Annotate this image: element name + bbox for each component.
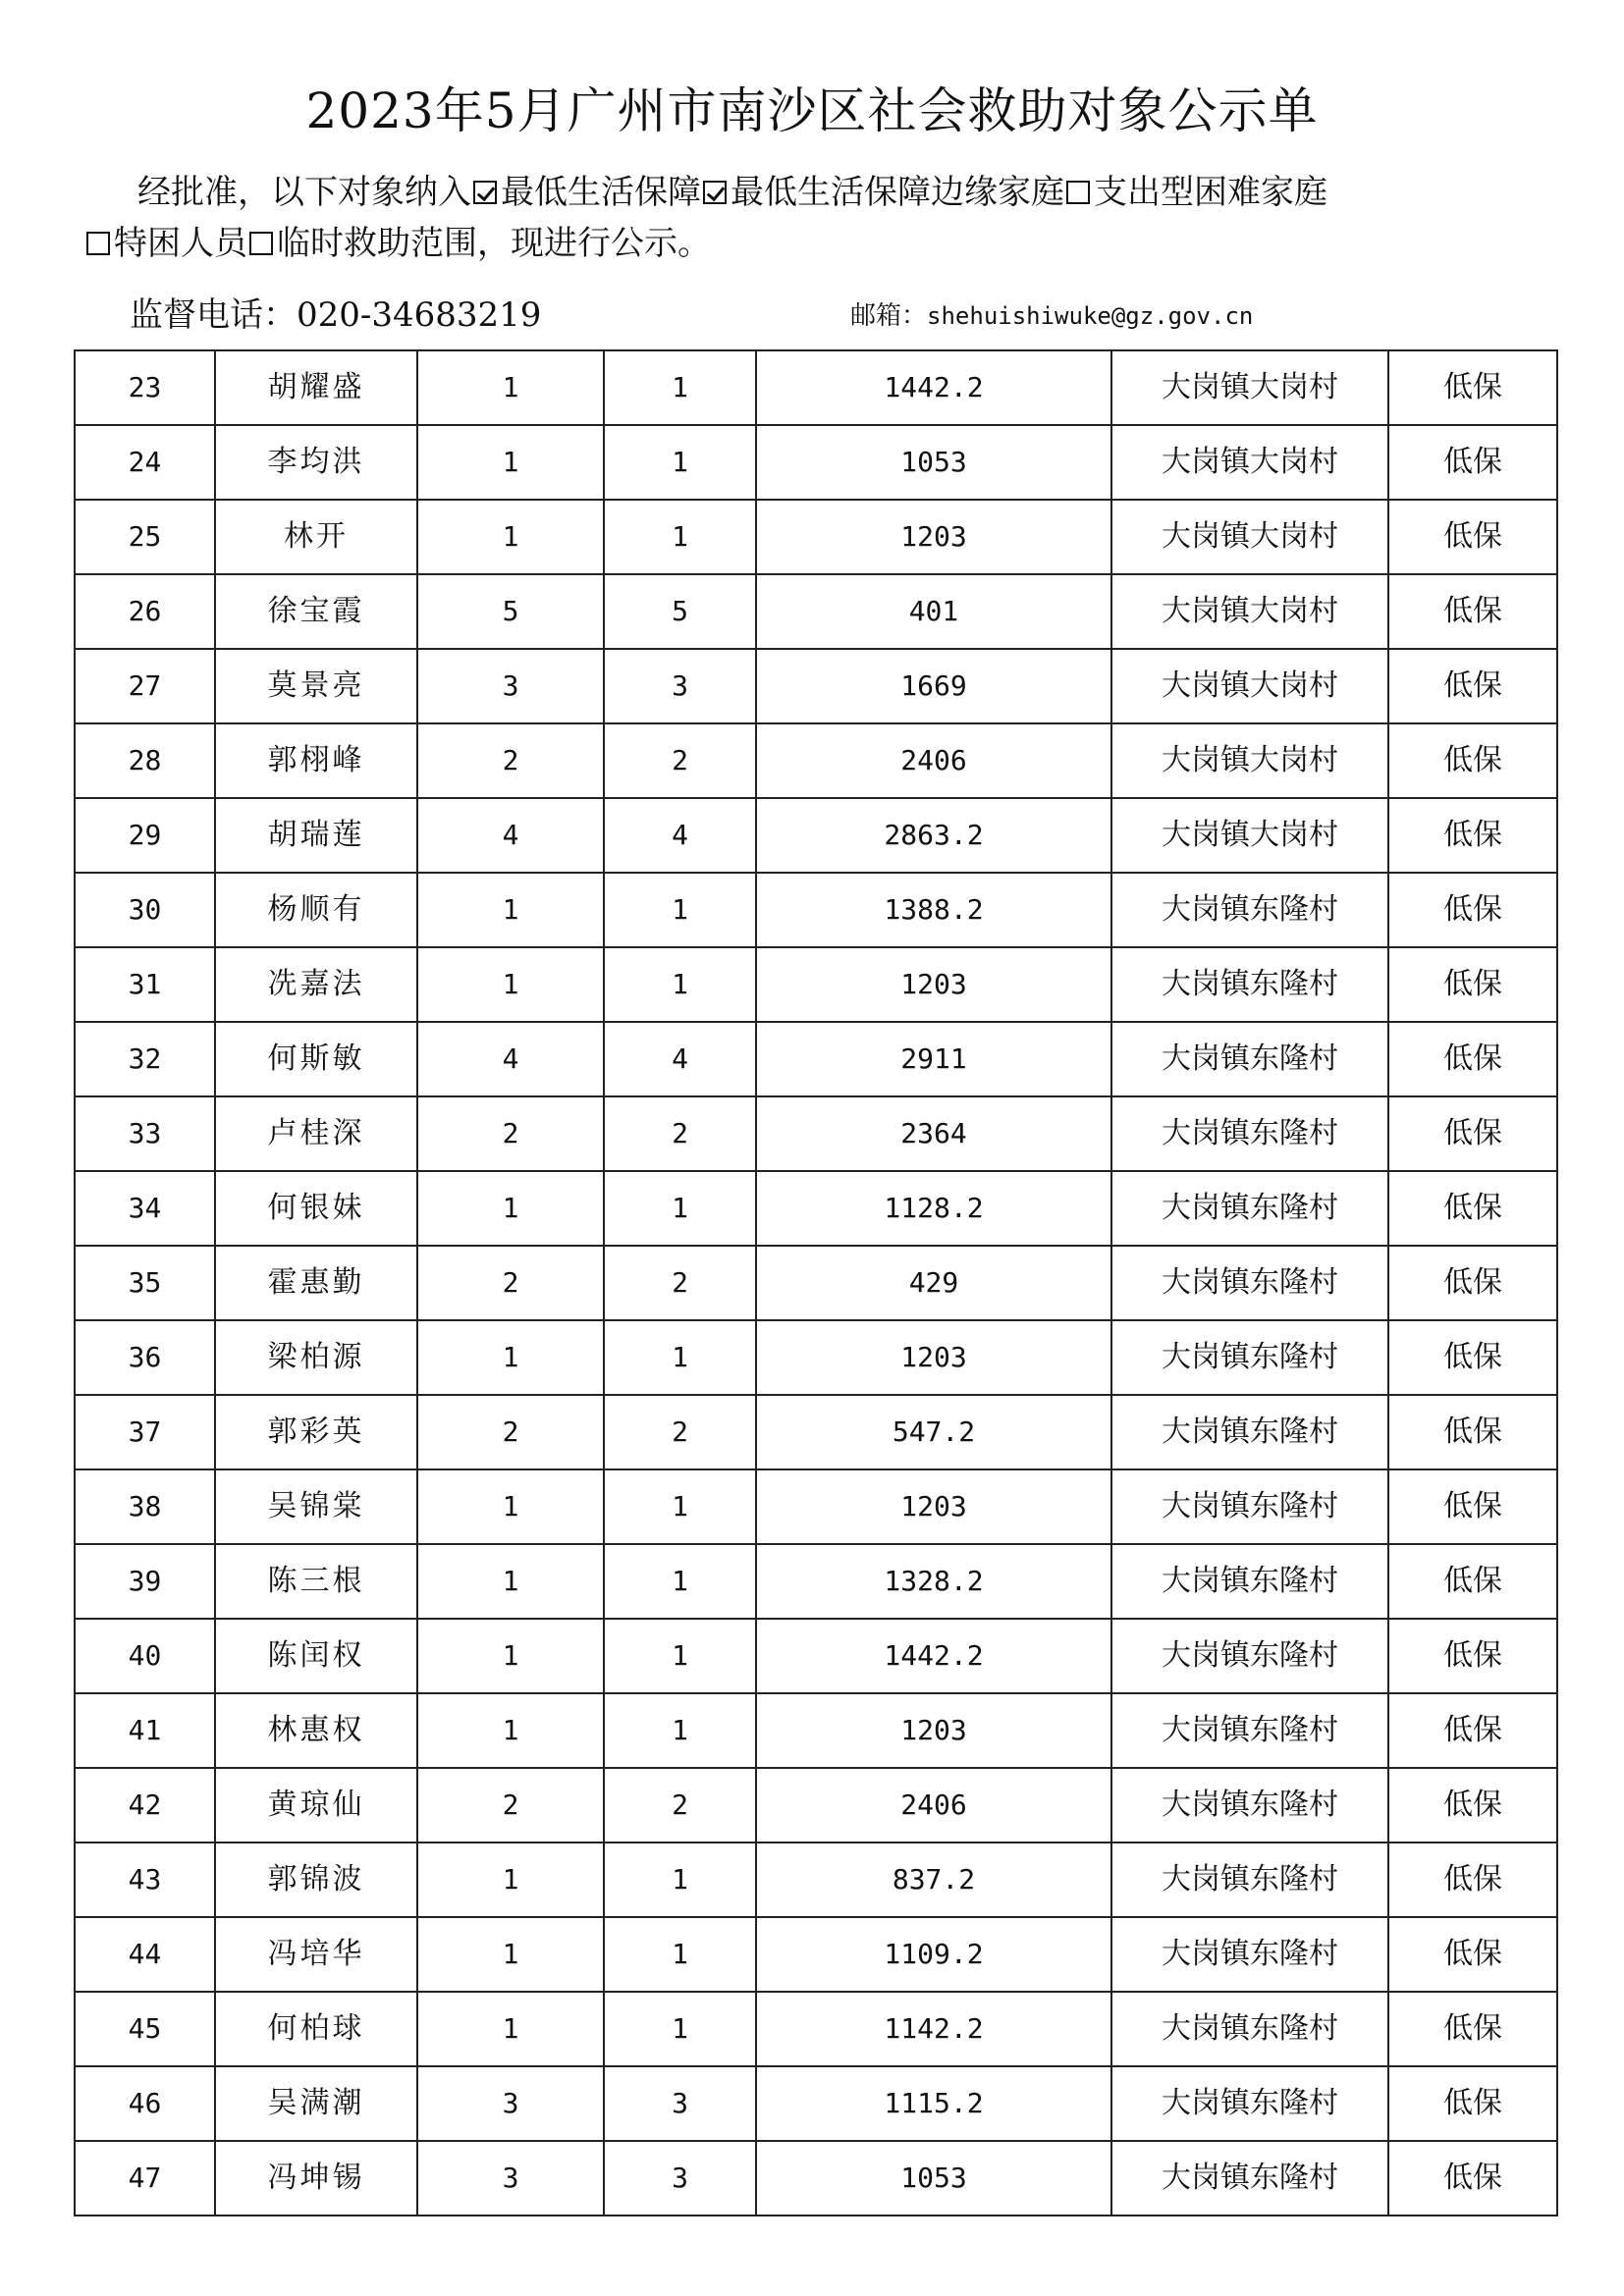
cell-no: 37	[75, 1395, 215, 1469]
cell-type: 低保	[1388, 1246, 1557, 1320]
cell-count-a: 2	[417, 723, 604, 798]
cell-no: 28	[75, 723, 215, 798]
cell-count-b: 4	[604, 1022, 756, 1096]
cell-type: 低保	[1388, 947, 1557, 1022]
cell-amount: 1128.2	[756, 1171, 1111, 1246]
table-row	[75, 1246, 1557, 1320]
cell-count-b: 3	[604, 2141, 756, 2216]
table-row	[75, 1544, 1557, 1619]
cell-count-a: 1	[417, 500, 604, 574]
cell-address: 大岗镇大岗村	[1111, 574, 1388, 649]
cell-type: 低保	[1388, 1395, 1557, 1469]
cell-amount: 1142.2	[756, 1992, 1111, 2066]
cell-count-a: 4	[417, 798, 604, 873]
cell-count-a: 4	[417, 1022, 604, 1096]
cell-no: 24	[75, 425, 215, 500]
cell-count-a: 1	[417, 873, 604, 947]
cell-no: 46	[75, 2066, 215, 2141]
cell-amount: 2406	[756, 723, 1111, 798]
cell-no: 33	[75, 1096, 215, 1171]
table-row	[75, 649, 1557, 723]
cell-no: 27	[75, 649, 215, 723]
cell-type: 低保	[1388, 2141, 1557, 2216]
cell-type: 低保	[1388, 425, 1557, 500]
cell-amount: 1669	[756, 649, 1111, 723]
cell-count-b: 1	[604, 1619, 756, 1693]
table-row	[75, 574, 1557, 649]
cell-count-a: 1	[417, 1469, 604, 1544]
table-row	[75, 723, 1557, 798]
cell-name: 黄琼仙	[215, 1768, 417, 1842]
cell-address: 大岗镇东隆村	[1111, 1768, 1388, 1842]
option-label-0: 最低生活保障	[501, 173, 701, 212]
cell-no: 45	[75, 1992, 215, 2066]
checkbox-option-3	[86, 232, 110, 255]
cell-name: 何银妹	[215, 1171, 417, 1246]
cell-count-a: 1	[417, 1619, 604, 1693]
contact-email	[850, 294, 1253, 338]
table-row	[75, 1842, 1557, 1917]
cell-name: 杨顺有	[215, 873, 417, 947]
table-row	[75, 1469, 1557, 1544]
cell-count-a: 1	[417, 1544, 604, 1619]
intro-line-2	[84, 218, 1538, 269]
option-label-4: 临时救助范围，现进行公示。	[277, 224, 711, 263]
cell-type: 低保	[1388, 1693, 1557, 1768]
option-label-3: 特困人员	[114, 224, 247, 263]
cell-amount: 1203	[756, 500, 1111, 574]
cell-type: 低保	[1388, 1992, 1557, 2066]
cell-count-a: 5	[417, 574, 604, 649]
cell-address: 大岗镇东隆村	[1111, 1469, 1388, 1544]
table-row	[75, 1395, 1557, 1469]
cell-type: 低保	[1388, 873, 1557, 947]
phone-number: 020-34683219	[297, 295, 542, 335]
cell-address: 大岗镇大岗村	[1111, 723, 1388, 798]
cell-count-b: 1	[604, 1320, 756, 1395]
cell-type: 低保	[1388, 1469, 1557, 1544]
cell-address: 大岗镇东隆村	[1111, 1022, 1388, 1096]
cell-no: 41	[75, 1693, 215, 1768]
cell-type: 低保	[1388, 649, 1557, 723]
cell-name: 卢桂深	[215, 1096, 417, 1171]
cell-count-b: 2	[604, 1246, 756, 1320]
cell-name: 陈三根	[215, 1544, 417, 1619]
cell-type: 低保	[1388, 1842, 1557, 1917]
cell-count-a: 1	[417, 1917, 604, 1992]
cell-address: 大岗镇大岗村	[1111, 350, 1388, 425]
cell-count-b: 1	[604, 1544, 756, 1619]
cell-address: 大岗镇东隆村	[1111, 1246, 1388, 1320]
cell-name: 何斯敏	[215, 1022, 417, 1096]
cell-type: 低保	[1388, 1096, 1557, 1171]
cell-count-a: 2	[417, 1246, 604, 1320]
cell-count-b: 4	[604, 798, 756, 873]
email-address: shehuishiwuke@gz.gov.cn	[927, 302, 1254, 330]
table-body	[75, 350, 1557, 2216]
table-row	[75, 1768, 1557, 1842]
table-row	[75, 873, 1557, 947]
cell-name: 霍惠勤	[215, 1246, 417, 1320]
table-row	[75, 350, 1557, 425]
cell-type: 低保	[1388, 1544, 1557, 1619]
cell-type: 低保	[1388, 798, 1557, 873]
cell-count-a: 1	[417, 1320, 604, 1395]
cell-amount: 1203	[756, 1693, 1111, 1768]
cell-name: 胡瑞莲	[215, 798, 417, 873]
table-row	[75, 425, 1557, 500]
cell-amount: 1328.2	[756, 1544, 1111, 1619]
cell-name: 冯坤锡	[215, 2141, 417, 2216]
cell-amount: 2911	[756, 1022, 1111, 1096]
cell-amount: 1053	[756, 2141, 1111, 2216]
cell-amount: 2364	[756, 1096, 1111, 1171]
cell-count-a: 1	[417, 1992, 604, 2066]
cell-address: 大岗镇东隆村	[1111, 1544, 1388, 1619]
cell-count-b: 1	[604, 1992, 756, 2066]
cell-no: 23	[75, 350, 215, 425]
cell-amount: 1115.2	[756, 2066, 1111, 2141]
cell-amount: 1442.2	[756, 350, 1111, 425]
cell-name: 徐宝霞	[215, 574, 417, 649]
table-row	[75, 1992, 1557, 2066]
cell-count-a: 2	[417, 1096, 604, 1171]
cell-count-b: 5	[604, 574, 756, 649]
cell-amount: 1203	[756, 1320, 1111, 1395]
cell-count-b: 3	[604, 2066, 756, 2141]
cell-amount: 1203	[756, 947, 1111, 1022]
table-row	[75, 1022, 1557, 1096]
phone-label: 监督电话：	[130, 295, 297, 335]
table-row	[75, 1619, 1557, 1693]
cell-no: 32	[75, 1022, 215, 1096]
cell-type: 低保	[1388, 2066, 1557, 2141]
cell-count-a: 2	[417, 1768, 604, 1842]
cell-no: 44	[75, 1917, 215, 1992]
cell-count-b: 1	[604, 1917, 756, 1992]
cell-type: 低保	[1388, 1917, 1557, 1992]
cell-amount: 401	[756, 574, 1111, 649]
page-title: 2023年5月广州市南沙区社会救助对象公示单	[305, 82, 1319, 139]
cell-type: 低保	[1388, 723, 1557, 798]
cell-address: 大岗镇东隆村	[1111, 1917, 1388, 1992]
cell-address: 大岗镇东隆村	[1111, 2141, 1388, 2216]
cell-count-a: 1	[417, 947, 604, 1022]
table-row	[75, 2066, 1557, 2141]
table-row	[75, 1171, 1557, 1246]
cell-type: 低保	[1388, 1768, 1557, 1842]
cell-address: 大岗镇东隆村	[1111, 1320, 1388, 1395]
contact-line	[0, 291, 1624, 340]
cell-count-b: 1	[604, 1693, 756, 1768]
cell-count-b: 2	[604, 1395, 756, 1469]
cell-count-a: 1	[417, 1842, 604, 1917]
cell-address: 大岗镇东隆村	[1111, 1395, 1388, 1469]
cell-type: 低保	[1388, 1022, 1557, 1096]
cell-count-b: 2	[604, 1768, 756, 1842]
recipient-table	[74, 349, 1558, 2216]
table-row	[75, 1693, 1557, 1768]
cell-no: 47	[75, 2141, 215, 2216]
cell-name: 陈闰权	[215, 1619, 417, 1693]
cell-address: 大岗镇东隆村	[1111, 1842, 1388, 1917]
cell-address: 大岗镇东隆村	[1111, 2066, 1388, 2141]
cell-amount: 2863.2	[756, 798, 1111, 873]
cell-no: 29	[75, 798, 215, 873]
cell-type: 低保	[1388, 350, 1557, 425]
cell-type: 低保	[1388, 500, 1557, 574]
cell-address: 大岗镇东隆村	[1111, 1619, 1388, 1693]
table-row	[75, 1917, 1557, 1992]
cell-amount: 1388.2	[756, 873, 1111, 947]
cell-name: 冼嘉法	[215, 947, 417, 1022]
cell-no: 34	[75, 1171, 215, 1246]
table-row	[75, 1320, 1557, 1395]
cell-no: 40	[75, 1619, 215, 1693]
table-row	[75, 500, 1557, 574]
cell-amount: 1203	[756, 1469, 1111, 1544]
cell-address: 大岗镇东隆村	[1111, 947, 1388, 1022]
cell-amount: 1442.2	[756, 1619, 1111, 1693]
cell-name: 莫景亮	[215, 649, 417, 723]
supervision-phone	[130, 291, 541, 340]
checkbox-option-0	[473, 181, 497, 204]
intro-line-1	[84, 167, 1538, 218]
cell-address: 大岗镇东隆村	[1111, 1992, 1388, 2066]
cell-count-b: 1	[604, 350, 756, 425]
cell-count-a: 1	[417, 1693, 604, 1768]
checkbox-option-4	[249, 232, 273, 255]
cell-amount: 2406	[756, 1768, 1111, 1842]
option-label-1: 最低生活保障边缘家庭	[731, 173, 1064, 212]
cell-count-b: 1	[604, 500, 756, 574]
cell-address: 大岗镇东隆村	[1111, 1096, 1388, 1171]
email-label: 邮箱：	[850, 301, 928, 331]
cell-name: 郭锦波	[215, 1842, 417, 1917]
cell-count-a: 1	[417, 350, 604, 425]
cell-count-a: 1	[417, 1171, 604, 1246]
cell-count-b: 1	[604, 425, 756, 500]
table-row	[75, 947, 1557, 1022]
cell-name: 郭彩英	[215, 1395, 417, 1469]
cell-count-b: 2	[604, 723, 756, 798]
checkbox-option-2	[1066, 181, 1090, 204]
intro-paragraph	[84, 167, 1538, 269]
cell-name: 吴满潮	[215, 2066, 417, 2141]
cell-amount: 1053	[756, 425, 1111, 500]
cell-count-b: 1	[604, 873, 756, 947]
cell-type: 低保	[1388, 1619, 1557, 1693]
cell-no: 43	[75, 1842, 215, 1917]
cell-address: 大岗镇东隆村	[1111, 873, 1388, 947]
cell-count-b: 3	[604, 649, 756, 723]
intro-prefix: 经批准，以下对象纳入	[137, 173, 471, 212]
cell-amount: 837.2	[756, 1842, 1111, 1917]
checkbox-option-1	[703, 181, 727, 204]
cell-address: 大岗镇大岗村	[1111, 425, 1388, 500]
cell-count-a: 3	[417, 649, 604, 723]
table-row	[75, 798, 1557, 873]
cell-name: 李均洪	[215, 425, 417, 500]
cell-count-a: 2	[417, 1395, 604, 1469]
cell-count-b: 2	[604, 1096, 756, 1171]
option-label-2: 支出型困难家庭	[1094, 173, 1327, 212]
cell-count-b: 1	[604, 1842, 756, 1917]
cell-address: 大岗镇东隆村	[1111, 1693, 1388, 1768]
cell-address: 大岗镇东隆村	[1111, 1171, 1388, 1246]
cell-count-a: 1	[417, 425, 604, 500]
cell-name: 何柏球	[215, 1992, 417, 2066]
cell-count-a: 3	[417, 2141, 604, 2216]
cell-name: 吴锦棠	[215, 1469, 417, 1544]
table-row	[75, 2141, 1557, 2216]
table-row	[75, 1096, 1557, 1171]
cell-amount: 1109.2	[756, 1917, 1111, 1992]
cell-count-b: 1	[604, 947, 756, 1022]
cell-count-b: 1	[604, 1171, 756, 1246]
cell-no: 35	[75, 1246, 215, 1320]
cell-type: 低保	[1388, 1320, 1557, 1395]
cell-address: 大岗镇大岗村	[1111, 500, 1388, 574]
cell-count-a: 3	[417, 2066, 604, 2141]
cell-name: 林惠权	[215, 1693, 417, 1768]
cell-name: 郭栩峰	[215, 723, 417, 798]
cell-address: 大岗镇大岗村	[1111, 649, 1388, 723]
cell-name: 胡耀盛	[215, 350, 417, 425]
cell-no: 25	[75, 500, 215, 574]
cell-no: 26	[75, 574, 215, 649]
cell-address: 大岗镇大岗村	[1111, 798, 1388, 873]
cell-amount: 547.2	[756, 1395, 1111, 1469]
cell-no: 38	[75, 1469, 215, 1544]
cell-count-b: 1	[604, 1469, 756, 1544]
cell-no: 31	[75, 947, 215, 1022]
cell-no: 36	[75, 1320, 215, 1395]
cell-name: 冯培华	[215, 1917, 417, 1992]
cell-no: 42	[75, 1768, 215, 1842]
cell-amount: 429	[756, 1246, 1111, 1320]
cell-no: 39	[75, 1544, 215, 1619]
cell-name: 林开	[215, 500, 417, 574]
cell-type: 低保	[1388, 1171, 1557, 1246]
cell-no: 30	[75, 873, 215, 947]
cell-type: 低保	[1388, 574, 1557, 649]
cell-name: 梁柏源	[215, 1320, 417, 1395]
